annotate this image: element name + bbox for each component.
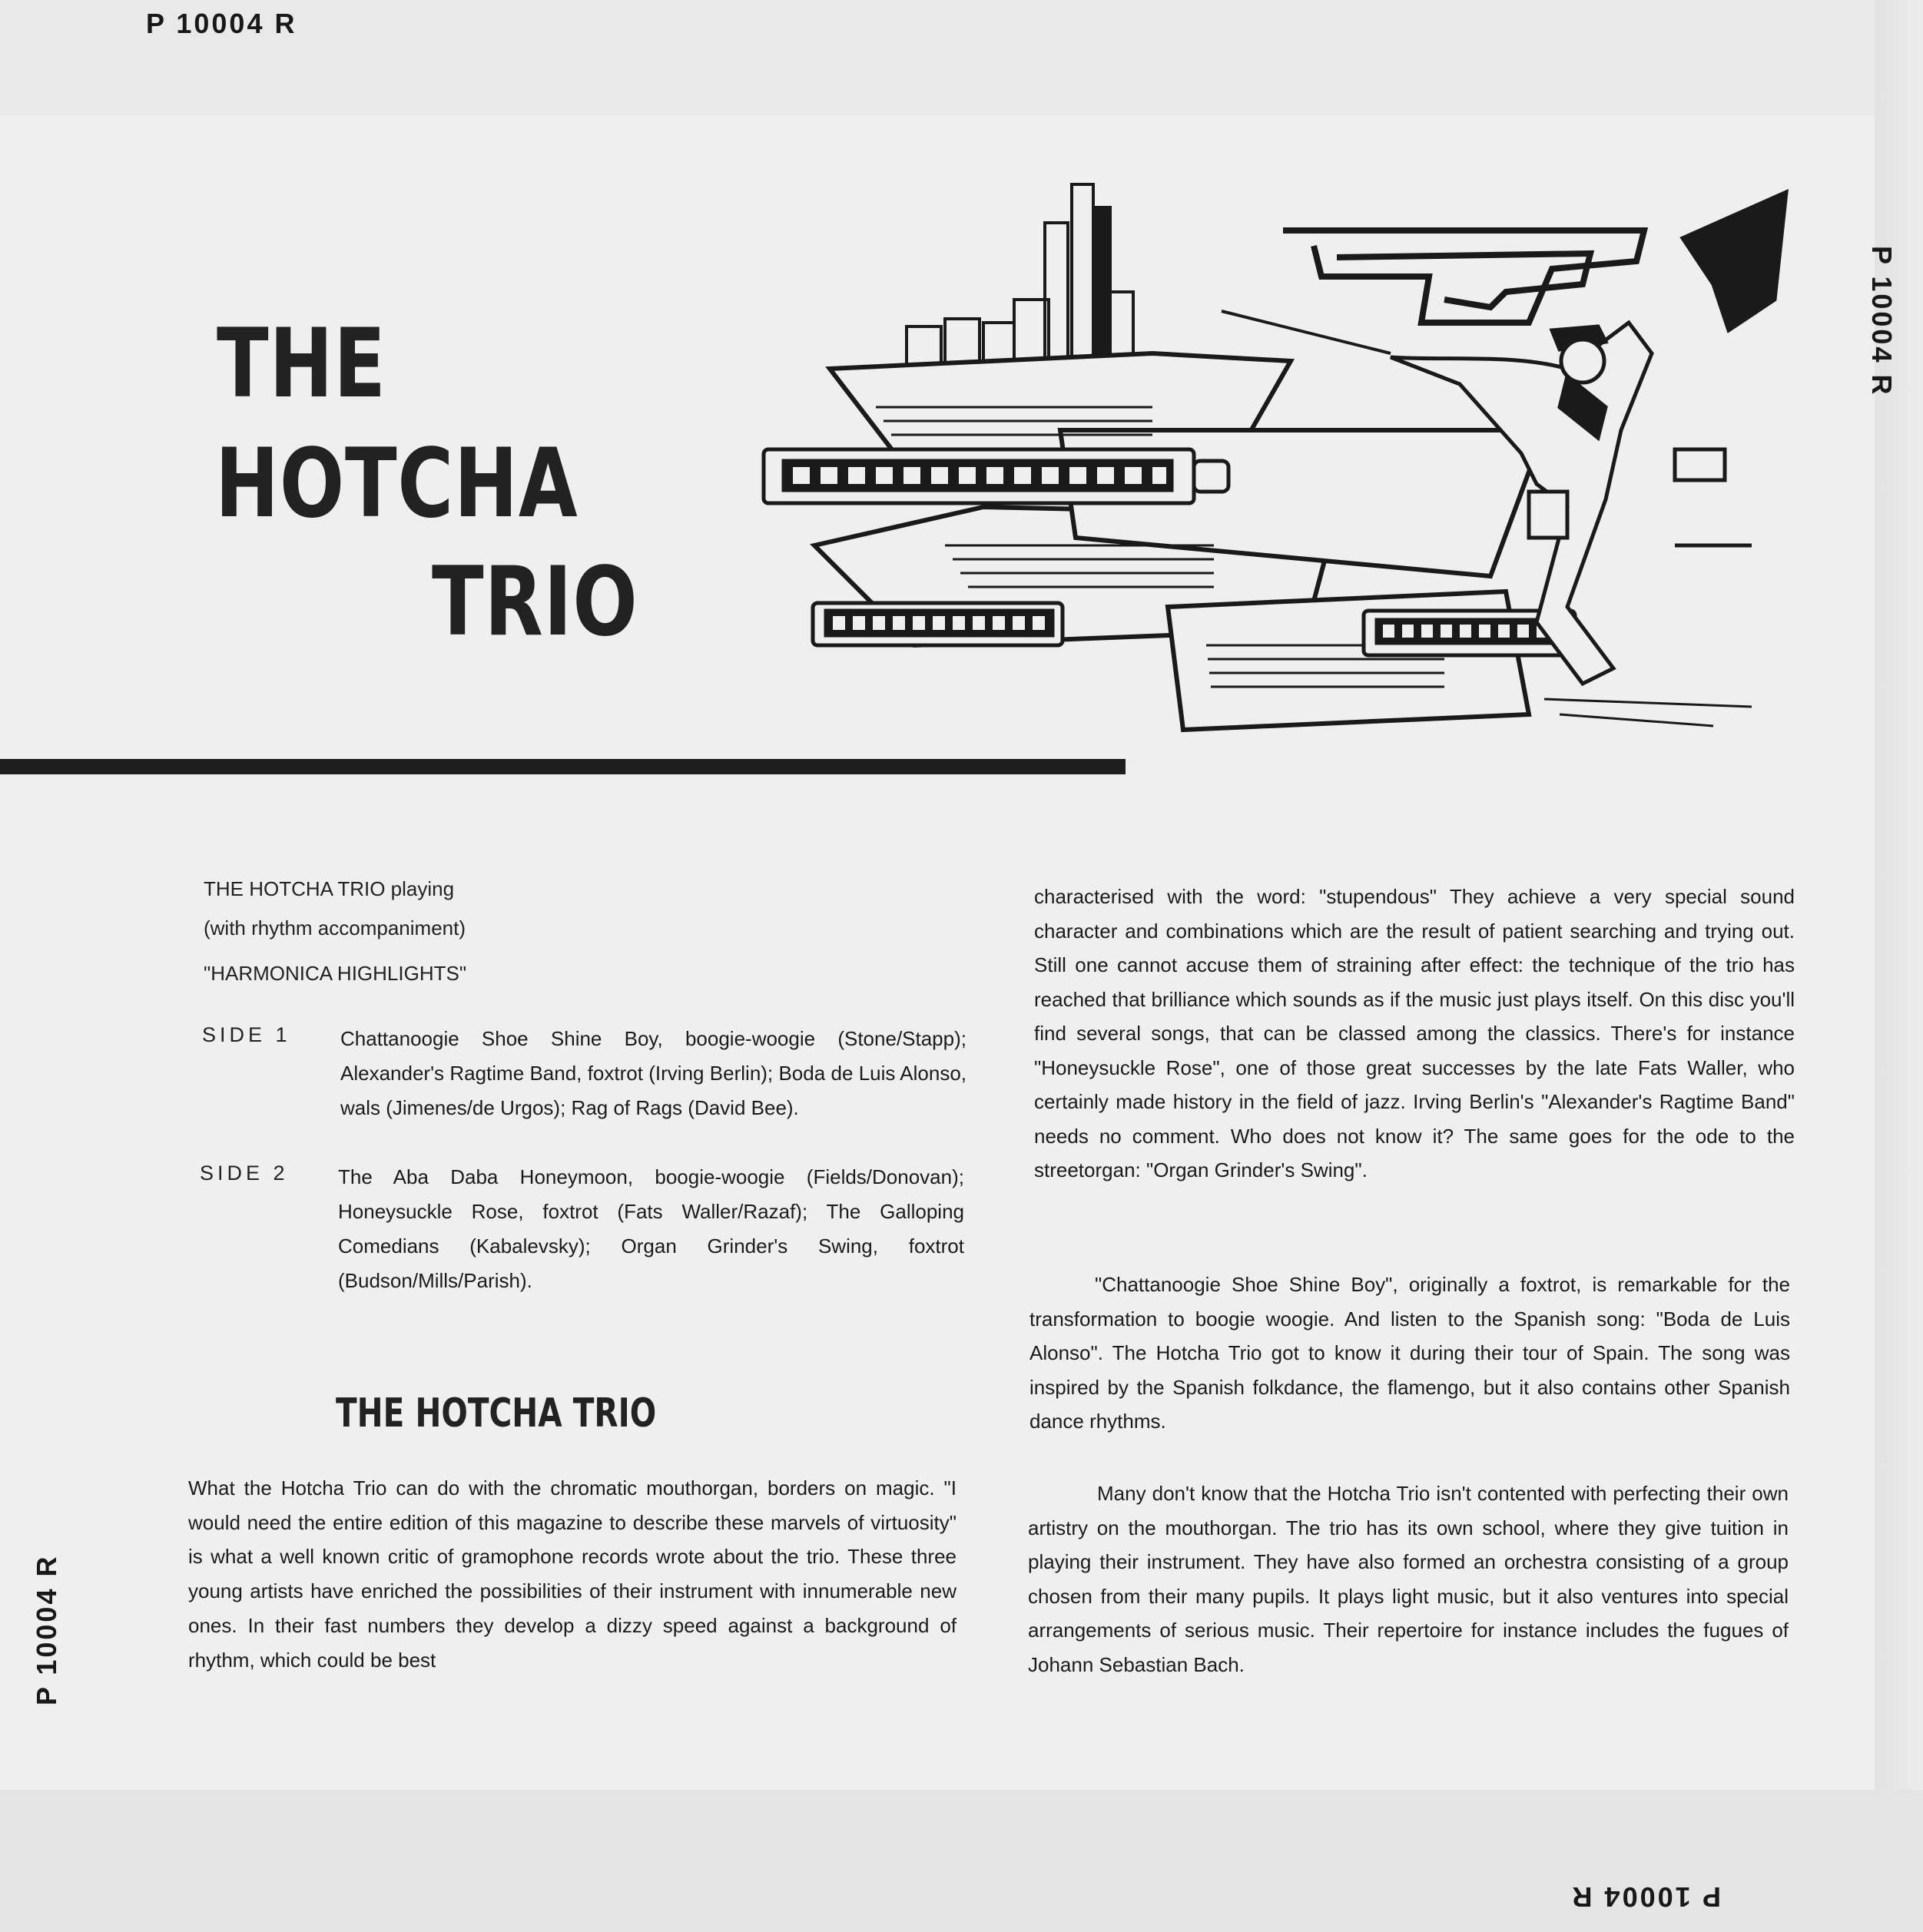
side-1-tracks: Chattanoogie Shoe Shine Boy, boogie-woogie (Stone/Stapp); Alexander's Ragtime Band, foxtrot (Irving Berlin); Boda de Luis Alonso, wals (Jimenes/de Urgos); Rag of Rags (David Bee). bbox=[340, 1027, 966, 1119]
cover-illustration bbox=[753, 177, 1798, 745]
side-1-label: SIDE 1 bbox=[202, 1023, 291, 1046]
intro-line-1: THE HOTCHA TRIO playing bbox=[204, 877, 455, 900]
divider-bar bbox=[0, 759, 1126, 774]
body-text-left: What the Hotcha Trio can do with the chromatic mouthorgan, borders on magic. "I would need the entire edition of this magazine to describe these marvels of virtuosity" is what a well known critic of gramophone records wrote about the trio. These three young artists have enriched the possibilities of their instrument with innumerable new ones. In their fast numbers they develop a dizzy speed against a background of rhythm, which could be best bbox=[188, 1476, 957, 1672]
catalog-code-right: P 10004 R bbox=[1866, 246, 1898, 397]
harmonica-icon-1 bbox=[764, 449, 1228, 503]
title-line-3: TRIO bbox=[432, 547, 638, 658]
harmonica-icon-2 bbox=[813, 603, 1063, 645]
catalog-code-left: P 10004 R bbox=[31, 1554, 62, 1705]
section-title: THE HOTCHA TRIO bbox=[336, 1390, 657, 1437]
abstract-banner-icon bbox=[1283, 230, 1644, 323]
body-text-right-1: characterised with the word: "stupendous" They achieve a very special sound character and combinations which are the result of patient searching and trying out. Still one cannot accuse them of straining after effect: the technique of the trio has reached that brilliance which sounds as if the music just plays itself. On this disc you'll find several songs, that can be classed among the classics. There's for instance "Honeysuckle Rose", one of those great successes by the late Fats Waller, who certainly made history in the field of jazz. Irving Berlin's "Alexander's Ragtime Band" needs no comment. Who does not know it? The same goes for the ode to the streetorgan: "Organ Grinder's Swing". bbox=[1034, 885, 1795, 1181]
record-intro bbox=[204, 872, 466, 991]
side-2-tracks: The Aba Daba Honeymoon, boogie-woogie (Fields/Donovan); Honeysuckle Rose, foxtrot (Fats Waller/Razaf); The Galloping Comedians (Kabalevsky); Organ Grinder's Swing, foxtrot (Budson/Mills/Parish). bbox=[338, 1165, 964, 1292]
sheet-music-icon bbox=[814, 353, 1544, 730]
body-text-right-3: Many don't know that the Hotcha Trio isn't contented with perfecting their own artistry on the mouthorgan. The trio has its own school, where they give tuition in playing their instrument. They have also formed an orchestra consisting of a group chosen from their many pupils. It plays light music, but it also ventures into special arrangements of serious music. Their repertoire for instance includes the fugues of Johann Sebastian Bach. bbox=[1028, 1482, 1789, 1676]
intro-line-2: (with rhythm accompaniment) bbox=[204, 916, 466, 939]
catalog-code-top: P 10004 R bbox=[146, 8, 297, 39]
side-2-label: SIDE 2 bbox=[200, 1162, 289, 1185]
title-line-2: HOTCHA bbox=[215, 429, 579, 539]
title-line-1: THE bbox=[217, 309, 386, 419]
catalog-code-bottom: P 10004 R bbox=[1570, 1881, 1721, 1913]
intro-line-3: "HARMONICA HIGHLIGHTS" bbox=[204, 962, 467, 985]
body-text-right-2: "Chattanoogie Shoe Shine Boy", originally a foxtrot, is remarkable for the transformation to boogie woogie. And listen to the Spanish song: "Boda de Luis Alonso". The Hotcha Trio got to know it during their tour of Spain. The song was inspired by the Spanish folkdance, the flamengo, but it also contains other Spanish dance rhythms. bbox=[1029, 1273, 1790, 1433]
